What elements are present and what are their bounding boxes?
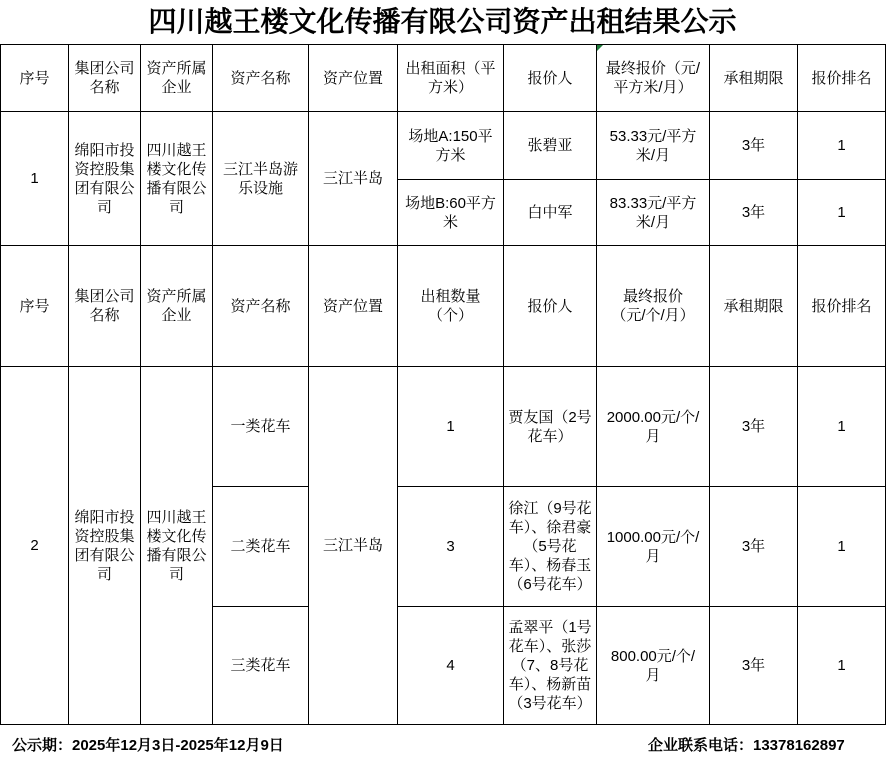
- cell-final-price: 83.33元/平方米/月: [597, 180, 710, 246]
- cell-bidder: 孟翠平（1号花车）、张莎（7、8号花车）、杨新苗（3号花车）: [504, 607, 597, 725]
- table-row: [1, 367, 886, 487]
- header-serial-number: 序号: [1, 45, 69, 112]
- header-owner-company: 资产所属企业: [141, 45, 213, 112]
- cell-final-price: 53.33元/平方米/月: [597, 112, 710, 180]
- cell-final-price: 1000.00元/个/月: [597, 487, 710, 607]
- cell-bidder: 张碧亚: [504, 112, 597, 180]
- cell-final-price: 2000.00元/个/月: [597, 367, 710, 487]
- header-group-company: 集团公司名称: [69, 246, 141, 367]
- header-row: [1, 45, 886, 112]
- cell-lease-term: 3年: [710, 367, 798, 487]
- cell-lease-area: 场地B:60平方米: [398, 180, 504, 246]
- cell-serial-number: 1: [1, 112, 69, 246]
- header-lease-quantity: 出租数量（个）: [398, 246, 504, 367]
- cell-lease-quantity: 4: [398, 607, 504, 725]
- cell-lease-term: 3年: [710, 180, 798, 246]
- header-lease-area: 出租面积（平方米）: [398, 45, 504, 112]
- cell-lease-term: 3年: [710, 112, 798, 180]
- cell-price-rank: 1: [798, 607, 886, 725]
- cell-asset-name: 一类花车: [213, 367, 309, 487]
- header-asset-name: 资产名称: [213, 246, 309, 367]
- publicity-period: 公示期：2025年12月3日-2025年12月9日: [12, 737, 284, 754]
- page-title: 四川越王楼文化传播有限公司资产出租结果公示: [148, 6, 737, 37]
- cell-lease-term: 3年: [710, 607, 798, 725]
- cell-price-rank: 1: [798, 487, 886, 607]
- footer: [0, 724, 885, 762]
- header-owner-company: 资产所属企业: [141, 246, 213, 367]
- header-group-company: 集团公司名称: [69, 45, 141, 112]
- cell-owner-company: 四川越王楼文化传播有限公司: [141, 112, 213, 246]
- header-bidder: 报价人: [504, 45, 597, 112]
- header-lease-term: 承租期限: [710, 246, 798, 367]
- header-row: [1, 246, 886, 367]
- cell-final-price: 800.00元/个/月: [597, 607, 710, 725]
- cell-bidder: 白中军: [504, 180, 597, 246]
- cell-bidder: 徐江（9号花车）、徐君豪（5号花车）、杨春玉（6号花车）: [504, 487, 597, 607]
- header-final-price: 最终报价（元/个/月）: [597, 246, 710, 367]
- cell-asset-location: 三江半岛: [309, 112, 398, 246]
- header-bidder: 报价人: [504, 246, 597, 367]
- cell-asset-name: 三类花车: [213, 607, 309, 725]
- header-serial-number: 序号: [1, 246, 69, 367]
- cell-price-rank: 1: [798, 112, 886, 180]
- cell-asset-name: 二类花车: [213, 487, 309, 607]
- cell-group-company: 绵阳市投资控股集团有限公司: [69, 112, 141, 246]
- cell-error-indicator-icon: [597, 45, 603, 51]
- cell-asset-name: 三江半岛游乐设施: [213, 112, 309, 246]
- cell-lease-area: 场地A:150平方米: [398, 112, 504, 180]
- cell-asset-location: 三江半岛: [309, 367, 398, 725]
- header-price-rank: 报价排名: [798, 45, 886, 112]
- header-asset-location: 资产位置: [309, 45, 398, 112]
- cell-price-rank: 1: [798, 367, 886, 487]
- cell-serial-number: 2: [1, 367, 69, 725]
- header-lease-term: 承租期限: [710, 45, 798, 112]
- header-asset-name: 资产名称: [213, 45, 309, 112]
- header-asset-location: 资产位置: [309, 246, 398, 367]
- cell-owner-company: 四川越王楼文化传播有限公司: [141, 367, 213, 725]
- cell-lease-quantity: 3: [398, 487, 504, 607]
- contact-phone: 企业联系电话：13378162897: [648, 737, 845, 754]
- cell-price-rank: 1: [798, 180, 886, 246]
- cell-bidder: 贾友国（2号花车）: [504, 367, 597, 487]
- cell-lease-quantity: 1: [398, 367, 504, 487]
- header-final-price: 最终报价（元/平方米/月）: [597, 45, 710, 112]
- cell-lease-term: 3年: [710, 487, 798, 607]
- header-price-rank: 报价排名: [798, 246, 886, 367]
- table-row: [1, 112, 886, 180]
- cell-group-company: 绵阳市投资控股集团有限公司: [69, 367, 141, 725]
- asset-lease-results-table: [0, 44, 886, 725]
